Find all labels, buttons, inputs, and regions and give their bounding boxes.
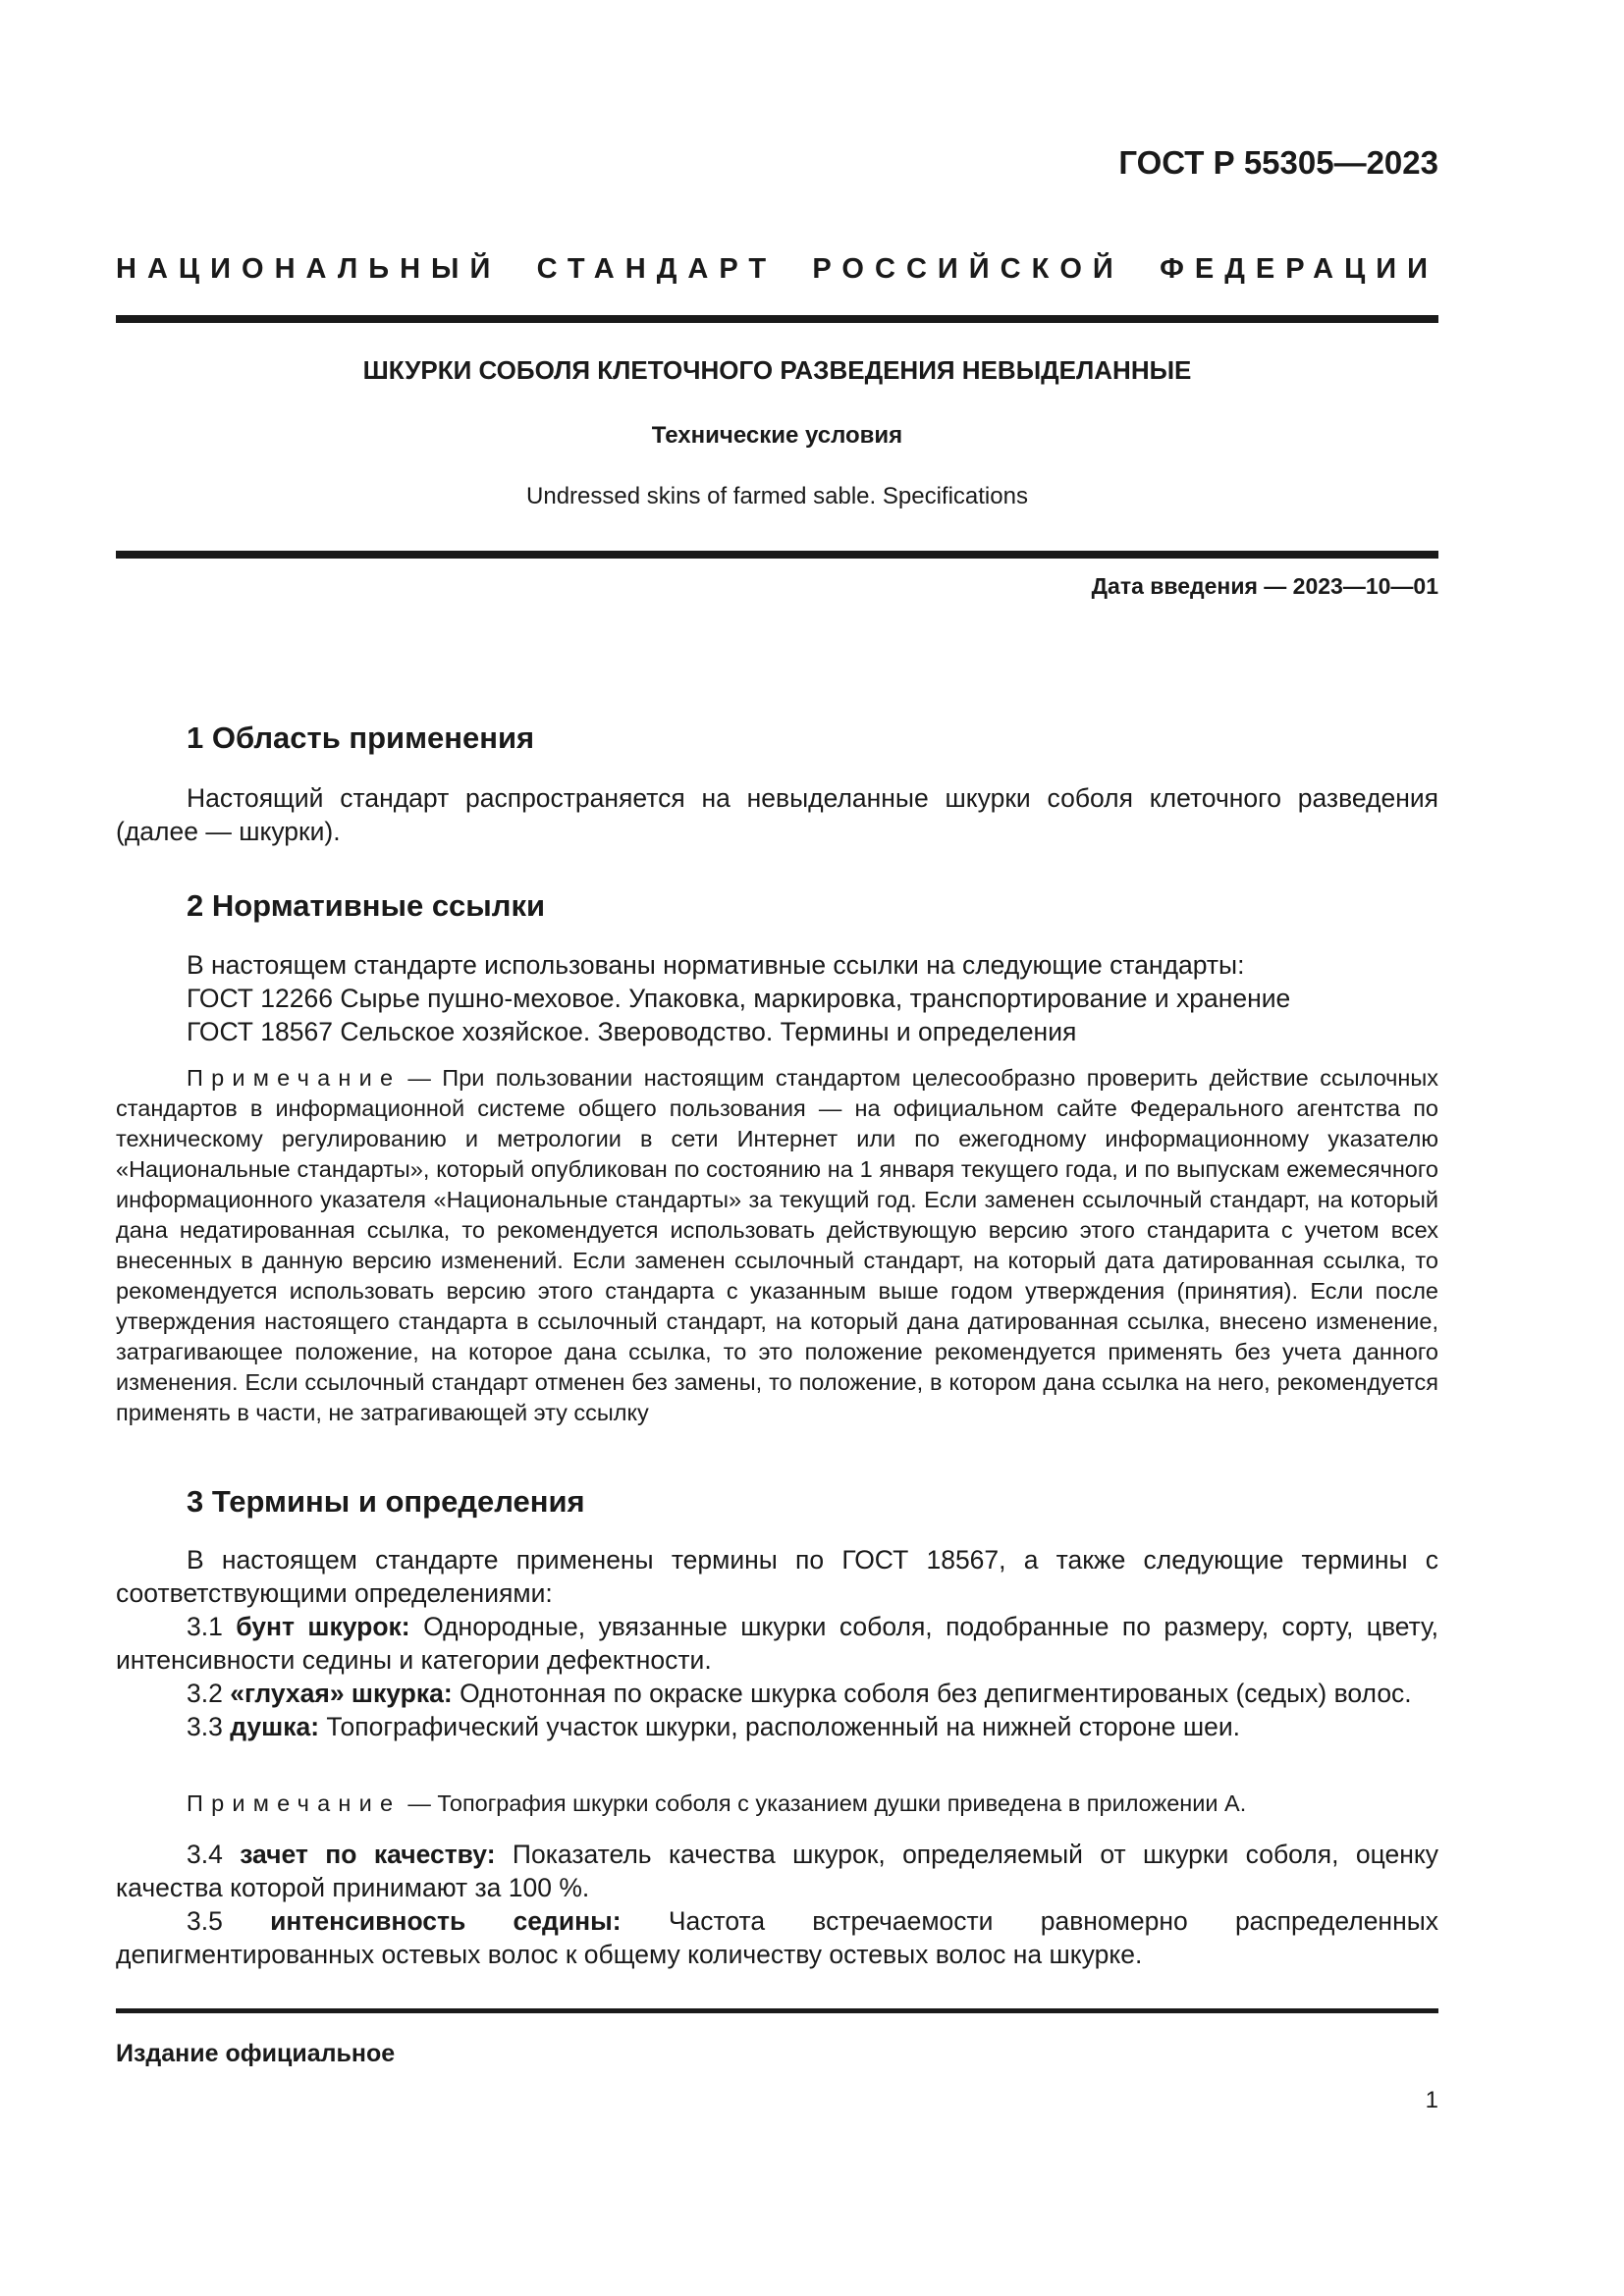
terms-text-block-2: [116, 1838, 1438, 1971]
note-text: — При пользовании настоящим стандартом целесообразно проверить действие ссылочных стандартов в информационной системе общего пользования — на официальном сайте Федерального агентства по техническому регулированию и метрологии в сети Интернет или по ежегодному информационному указателю «Национальные стандарты», который опубликован по состоянию на 1 января текущего года, и по выпускам ежемесячного информационного указателя «Национальные стандарты» за текущий год. Если заменен ссылочный стандарт, на который дана недатированная ссылка, то рекомендуется использовать действующую версию этого стандарита с учетом всех внесенных в данную версию изменений. Если заменен ссылочный стандарт, на который дата датированная ссылка, то рекомендуется использовать версию этого стандарта с указанным выше годом утверждения (принятия). Если после утверждения настоящего стандарта в ссылочный стандарт, на который дана датированная ссылка, внесено изменение, затрагивающее положение, на которое дана ссылка, то это положение рекомендуется применять без учета данного изменения. Если ссылочный стандарт отменен без замены, то положение, в котором дана ссылка на него, рекомендуется применять в части, не затрагивающей эту ссылку: [116, 1065, 1438, 1425]
term-number: 3.4: [187, 1840, 223, 1869]
refs-intro: В настоящем стандарте использованы нормативные ссылки на следующие стандарты:: [187, 950, 1245, 980]
top-divider: [116, 315, 1438, 323]
refs-note-block: [116, 1063, 1438, 1428]
term-definition: [116, 1710, 1438, 1743]
term-number: 3.1: [187, 1612, 223, 1641]
refs-item: ГОСТ 12266 Сырье пушно-меховое. Упаковка, маркировка, транспортирование и хранение: [187, 984, 1291, 1013]
term-number: 3.5: [187, 1906, 223, 1936]
term-text: Топографический участок шкурки, расположенный на нижней стороне шеи.: [326, 1712, 1240, 1741]
refs-item: ГОСТ 18567 Сельское хозяйское. Звероводство. Термины и определения: [187, 1017, 1077, 1046]
term-number: 3.3: [187, 1712, 223, 1741]
terms-text-block: [116, 1543, 1438, 1743]
term-name: душка:: [230, 1712, 320, 1741]
term-text: Однотонная по окраске шкурка соболя без депигментированых (седых) волос.: [460, 1679, 1412, 1708]
note-label: Примечание: [187, 1790, 402, 1816]
term-definition: [116, 1610, 1438, 1677]
term-name: «глухая» шкурка:: [230, 1679, 453, 1708]
term-definition: [116, 1677, 1438, 1710]
term-number: 3.2: [187, 1679, 223, 1708]
term-text: Однородные, увязанные шкурки соболя, подобранные по размеру, сорту, цвету, интенсивности седины и категории дефектности.: [116, 1612, 1438, 1675]
refs-text-block: [116, 948, 1438, 1048]
terms-note-block: [116, 1789, 1438, 1819]
term-name: интенсивность седины:: [270, 1906, 622, 1936]
section-heading-terms: 3 Термины и определения: [187, 1484, 585, 1519]
document-title: ШКУРКИ СОБОЛЯ КЛЕТОЧНОГО РАЗВЕДЕНИЯ НЕВЫДЕЛАННЫЕ: [362, 355, 1192, 385]
footer-divider: [116, 2008, 1438, 2013]
note-text: — Топография шкурки соболя с указанием душки приведена в приложении А.: [407, 1790, 1247, 1816]
term-definition: [116, 1904, 1438, 1971]
document-subtitle: Технические условия: [651, 422, 903, 449]
term-text: Показатель качества шкурок, определяемый от шкурки соболя, оценку качества которой принимают за 100 %.: [116, 1840, 1438, 1902]
refs-note: [116, 1063, 1438, 1428]
scope-paragraph: Настоящий стандарт распространяется на невыделанные шкурки соболя клеточного разведения (далее — шкурки).: [116, 783, 1438, 846]
gost-code: ГОСТ Р 55305—2023: [1118, 144, 1438, 181]
term-definition: [116, 1838, 1438, 1904]
page-number: 1: [1425, 2087, 1438, 2113]
scope-text-block: [116, 781, 1438, 848]
term-name: зачет по качеству:: [240, 1840, 496, 1869]
section-heading-scope: 1 Область применения: [187, 721, 535, 755]
section-heading-refs: 2 Нормативные ссылки: [187, 888, 546, 923]
edition-label: Издание официальное: [116, 2040, 396, 2067]
document-english-title: Undressed skins of farmed sable. Specifications: [526, 483, 1028, 509]
note-label: Примечание: [187, 1065, 402, 1091]
introduction-date: Дата введения — 2023—10—01: [1091, 573, 1438, 599]
national-standard-banner: НАЦИОНАЛЬНЫЙ СТАНДАРТ РОССИЙСКОЙ ФЕДЕРАЦИИ: [116, 253, 1438, 285]
terms-intro: В настоящем стандарте применены термины по ГОСТ 18567, а также следующие термины с соответствующими определениями:: [116, 1545, 1438, 1608]
term-name: бунт шкурок:: [236, 1612, 410, 1641]
title-divider: [116, 551, 1438, 559]
terms-note: [116, 1789, 1438, 1819]
term-text: Частота встречаемости равномерно распределенных депигментированных остевых волос к общему количеству остевых волос на шкурке.: [116, 1906, 1439, 1969]
